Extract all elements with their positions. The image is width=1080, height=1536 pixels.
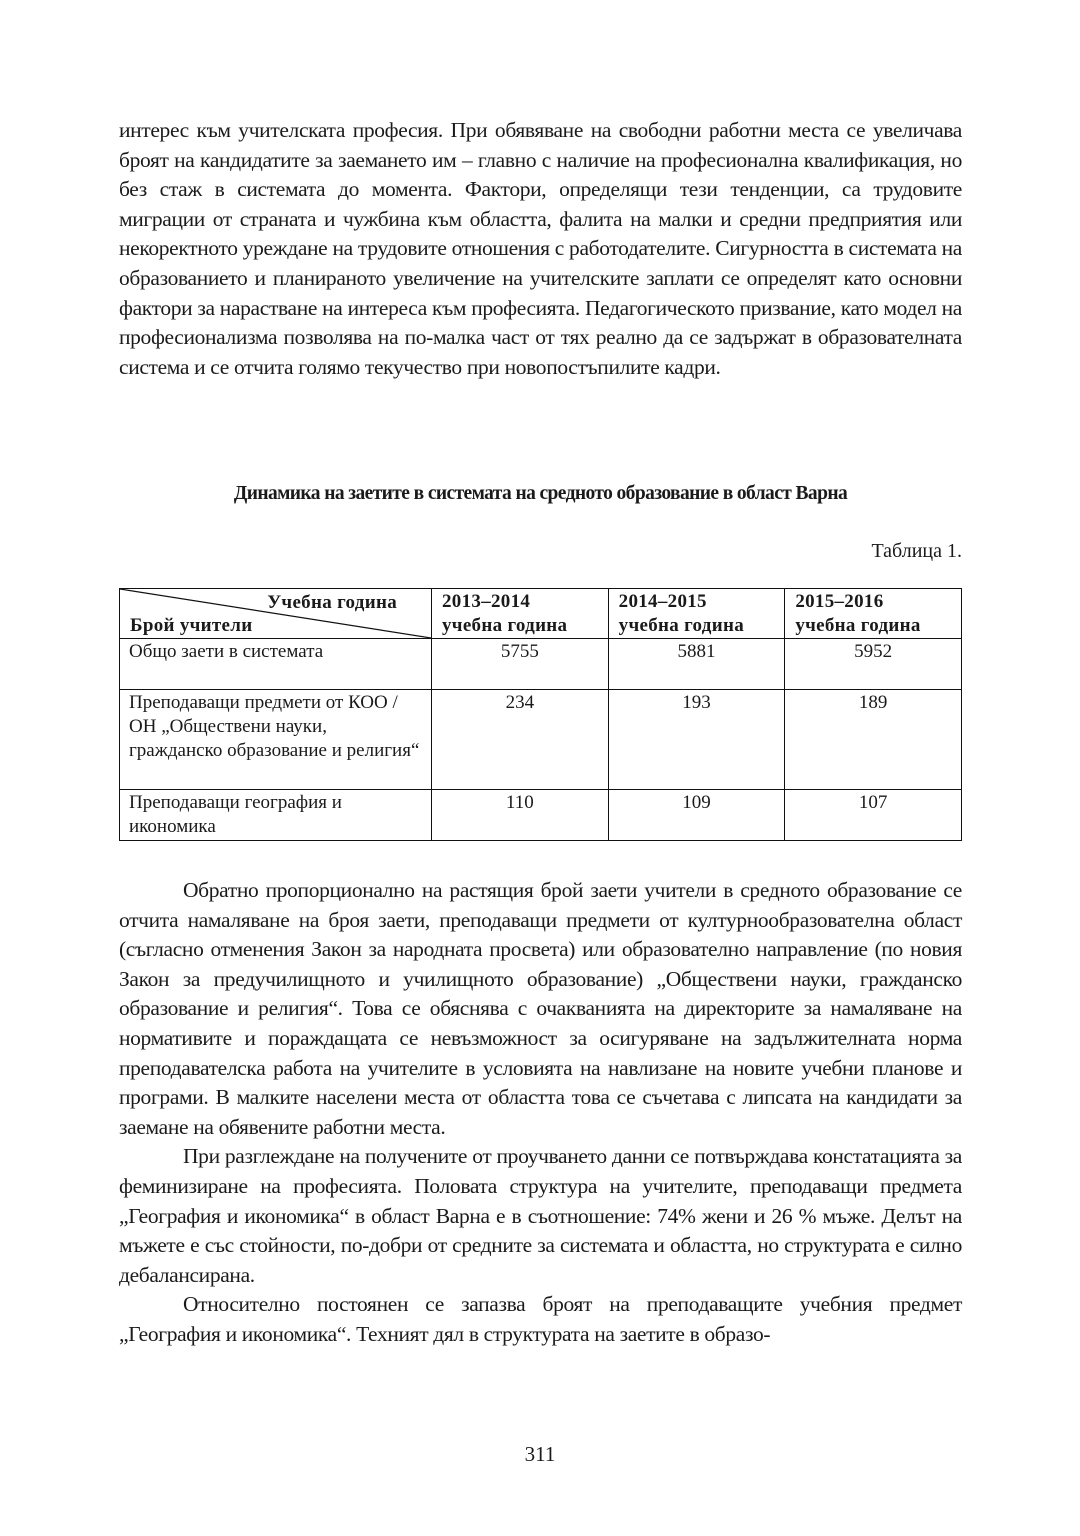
table-number-label: Таблица 1. [871, 540, 962, 562]
column-sub: учебна година [442, 615, 568, 636]
row-label: Преподаващи предмети от КОО / ОН „Обществени науки, гражданско образование и религия“ [120, 690, 432, 790]
column-header [608, 589, 785, 639]
column-years: 2015–2016 [795, 591, 884, 612]
page-body [119, 116, 962, 382]
cell-value: 234 [432, 690, 609, 790]
corner-top-label: Учебна година [267, 592, 397, 613]
body-paragraph: Относително постоянен се запазва броят на преподаващите учебния предмет „География и икономика“. Техният дял в структурата на заетите в образо- [119, 1292, 962, 1346]
row-label: Преподаващи география и икономика [120, 790, 432, 841]
body-paragraph: Обратно пропорционално на растящия брой заети учители в средното образование се отчита намаляване на броя заети, преподаващи предмети от културнообразователна област (съгласно отменения Закон за народната просвета) или образователно направление (по новия Закон за предучилищното и училищното образование) „Обществени науки, гражданско образование и религия“. Това се обяснява с очакванията на директорите за намаляване на нормативите и пораждащата се невъзможност за осигуряване на задължителната норма преподавателска работа на учителите в условията на навлизане на новите учебни планове и програми. В малките населени места от областта това се съчетава с липсата на кандидати за заемане на обявените работни места. [119, 878, 962, 1139]
page-number: 311 [524, 1442, 556, 1466]
page-body-continued [119, 876, 962, 1350]
table-header-row [120, 589, 962, 639]
cell-value: 107 [785, 790, 962, 841]
corner-header-cell [120, 589, 432, 639]
cell-value: 110 [432, 790, 609, 841]
cell-value: 193 [608, 690, 785, 790]
intro-paragraph: интерес към учителската професия. При обявяване на свободни работни места се увеличава броят на кандидатите за заемането им – главно с наличие на професионална квалификация, но без стаж в системата до момента. Фактори, определящи тези тенденции, са трудовите миграции от страната и чужбина към областта, фалита на малки и средни предприятия или некоректното уреждане на трудовите отношения с работодателите. Сигурността в системата на образованието и планираното увеличение на учителските заплати се определят като основни фактори за нарастване на интереса към професията. Педагогическото призвание, като модел на професионализма позволява на по-малка част от тях реално да се задържат в образователната система и се отчита голямо текучество при новопостъпилите кадри. [119, 118, 962, 379]
table-row [120, 690, 962, 790]
row-label: Общо заети в системата [120, 639, 432, 690]
table-title: Динамика на заетите в системата на средното образование в област Варна [233, 483, 848, 504]
column-header [432, 589, 609, 639]
column-sub: учебна година [795, 615, 921, 636]
data-table [119, 588, 962, 841]
column-years: 2013–2014 [442, 591, 531, 612]
cell-value: 5755 [432, 639, 609, 690]
cell-value: 5881 [608, 639, 785, 690]
table-row [120, 639, 962, 690]
table-row [120, 790, 962, 841]
cell-value: 189 [785, 690, 962, 790]
column-sub: учебна година [618, 615, 745, 636]
column-years: 2014–2015 [618, 591, 707, 612]
cell-value: 109 [608, 790, 785, 841]
cell-value: 5952 [785, 639, 962, 690]
corner-bottom-label: Брой учители [130, 615, 253, 636]
body-paragraph: При разглеждане на получените от проучването данни се потвърждава констатацията за феминизиране на професията. Половата структура на учителите, преподаващи предмета „География и икономика“ в област Варна е в съотношение: 74% жени и 26 % мъже. Делът на мъжете е със стойности, по-добри от средните за системата и областта, но структурата е силно дебалансирана. [119, 1144, 962, 1287]
column-header [785, 589, 962, 639]
